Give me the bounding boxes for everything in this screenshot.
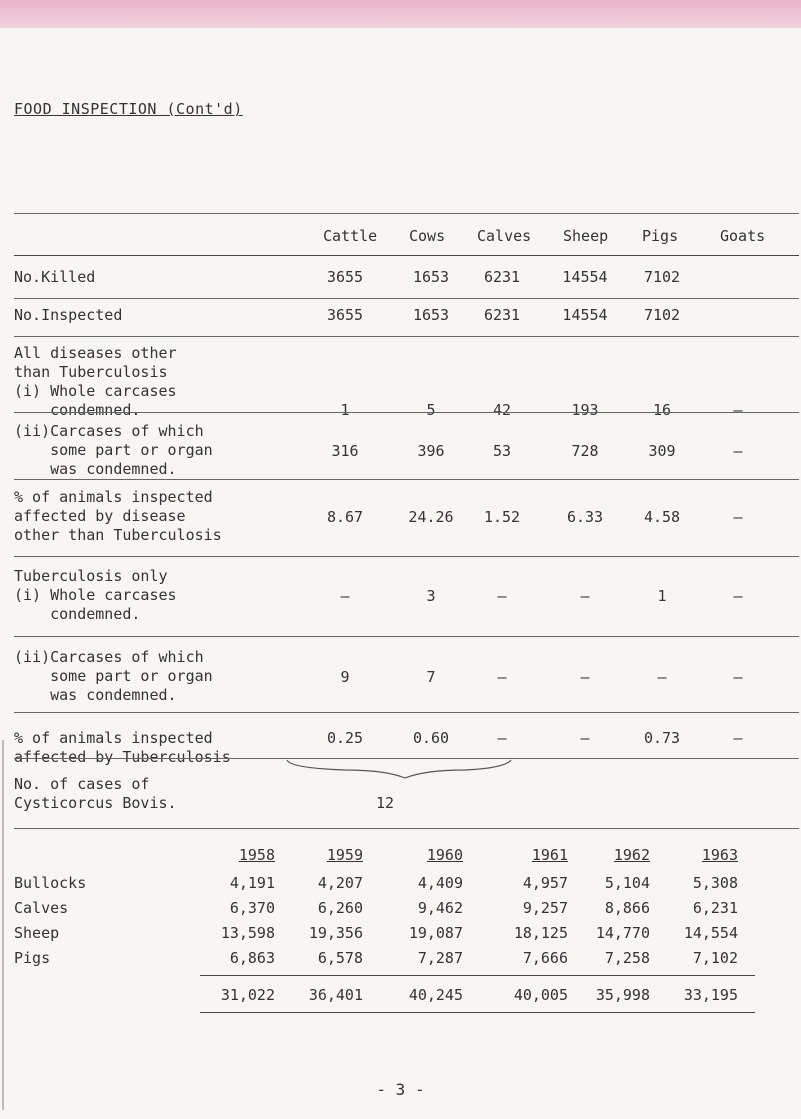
cell-2-3: 193	[571, 401, 599, 419]
year-header-1: 1959	[326, 846, 363, 864]
cell-3-1: 396	[417, 442, 445, 460]
cell-5-4: 1	[657, 587, 667, 605]
cell-4-2: 1.52	[483, 508, 521, 526]
cell-6-5: –	[733, 668, 743, 686]
cell-6-3: –	[580, 668, 590, 686]
col-pigs: Pigs	[642, 227, 679, 245]
year-header-4: 1962	[613, 846, 650, 864]
cell-7-4: 0.73	[643, 729, 681, 747]
cell-2-2: 42	[492, 401, 512, 419]
cell-6-1: 7	[426, 668, 436, 686]
cyst-bottom-rule	[14, 828, 799, 829]
yearly-cell-3-3: 7,666	[522, 949, 568, 967]
cell-4-3: 6.33	[566, 508, 604, 526]
yearly-cell-3-0: 6,863	[229, 949, 275, 967]
cell-0-2: 6231	[483, 268, 521, 286]
yearly-label-3: Pigs	[14, 949, 51, 967]
cell-6-2: –	[497, 668, 507, 686]
cell-5-1: 3	[426, 587, 436, 605]
total-cell-0: 31,022	[220, 986, 275, 1004]
cell-5-5: –	[733, 587, 743, 605]
cell-3-0: 316	[331, 442, 359, 460]
cell-1-3: 14554	[562, 306, 608, 324]
cyst-value: 12	[375, 794, 395, 812]
cell-6-0: 9	[340, 668, 350, 686]
cell-1-0: 3655	[326, 306, 364, 324]
cell-2-0: 1	[340, 401, 350, 419]
scan-left-edge	[2, 740, 4, 1110]
row-rule	[14, 636, 799, 637]
cell-7-3: –	[580, 729, 590, 747]
cell-5-3: –	[580, 587, 590, 605]
row-label-5: Tuberculosis only (i) Whole carcases condemned.	[14, 567, 177, 623]
cell-1-1: 1653	[412, 306, 450, 324]
col-sheep: Sheep	[563, 227, 609, 245]
yearly-cell-1-4: 8,866	[604, 899, 650, 917]
scan-top-edge	[0, 0, 801, 28]
cyst-label: No. of cases of Cysticorcus Bovis.	[14, 775, 177, 812]
yearly-cell-0-1: 4,207	[317, 874, 363, 892]
row-rule	[14, 412, 799, 413]
year-header-3: 1961	[531, 846, 568, 864]
cell-4-1: 24.26	[408, 508, 454, 526]
cell-2-4: 16	[652, 401, 672, 419]
row-label-7: % of animals inspected affected by Tuberculosis	[14, 729, 231, 766]
yearly-cell-1-0: 6,370	[229, 899, 275, 917]
yearly-cell-0-5: 5,308	[692, 874, 738, 892]
cell-4-0: 8.67	[326, 508, 364, 526]
year-header-2: 1960	[426, 846, 463, 864]
cell-4-5: –	[733, 508, 743, 526]
totals-bottom-rule	[200, 1012, 755, 1013]
page-title: FOOD INSPECTION (Cont'd)	[14, 100, 243, 118]
total-cell-1: 36,401	[308, 986, 363, 1004]
yearly-label-2: Sheep	[14, 924, 60, 942]
yearly-cell-2-3: 18,125	[513, 924, 568, 942]
row-rule	[14, 556, 799, 557]
cell-7-0: 0.25	[326, 729, 364, 747]
cell-5-2: –	[497, 587, 507, 605]
yearly-cell-2-5: 14,554	[683, 924, 738, 942]
cell-1-4: 7102	[643, 306, 681, 324]
col-cattle: Cattle	[323, 227, 378, 245]
cell-0-4: 7102	[643, 268, 681, 286]
cell-0-0: 3655	[326, 268, 364, 286]
yearly-cell-0-3: 4,957	[522, 874, 568, 892]
cell-2-1: 5	[426, 401, 436, 419]
row-rule	[14, 298, 799, 299]
cell-7-2: –	[497, 729, 507, 747]
yearly-label-1: Calves	[14, 899, 69, 917]
yearly-cell-2-2: 19,087	[408, 924, 463, 942]
row-label-2: All diseases other than Tuberculosis (i) Whole carcases condemned.	[14, 344, 177, 419]
row-label-3: (ii)Carcases of which some part or organ was condemned.	[14, 422, 213, 478]
cell-5-0: –	[340, 587, 350, 605]
total-cell-2: 40,245	[408, 986, 463, 1004]
page-number: - 3 -	[376, 1080, 425, 1099]
yearly-cell-3-4: 7,258	[604, 949, 650, 967]
row-label-6: (ii)Carcases of which some part or organ was condemned.	[14, 648, 213, 704]
total-cell-5: 33,195	[683, 986, 738, 1004]
row-label-4: % of animals inspected affected by disease other than Tuberculosis	[14, 488, 222, 544]
year-header-5: 1963	[701, 846, 738, 864]
cell-7-5: –	[733, 729, 743, 747]
row-rule	[14, 479, 799, 480]
col-cows: Cows	[409, 227, 446, 245]
col-calves: Calves	[477, 227, 532, 245]
cell-3-4: 309	[648, 442, 676, 460]
yearly-cell-1-2: 9,462	[417, 899, 463, 917]
yearly-label-0: Bullocks	[14, 874, 87, 892]
cell-1-2: 6231	[483, 306, 521, 324]
total-cell-3: 40,005	[513, 986, 568, 1004]
cell-7-1: 0.60	[412, 729, 450, 747]
yearly-cell-2-0: 13,598	[220, 924, 275, 942]
yearly-cell-0-2: 4,409	[417, 874, 463, 892]
total-cell-4: 35,998	[595, 986, 650, 1004]
yearly-cell-2-1: 19,356	[308, 924, 363, 942]
yearly-cell-2-4: 14,770	[595, 924, 650, 942]
row-label-0: No.Killed	[14, 268, 96, 286]
cell-0-3: 14554	[562, 268, 608, 286]
yearly-cell-1-3: 9,257	[522, 899, 568, 917]
brace-mark	[285, 758, 515, 780]
cell-3-3: 728	[571, 442, 599, 460]
cell-3-2: 53	[492, 442, 512, 460]
yearly-cell-3-5: 7,102	[692, 949, 738, 967]
row-rule	[14, 712, 799, 713]
yearly-cell-3-2: 7,287	[417, 949, 463, 967]
yearly-cell-1-5: 6,231	[692, 899, 738, 917]
year-header-0: 1958	[238, 846, 275, 864]
row-label-1: No.Inspected	[14, 306, 123, 324]
cell-3-5: –	[733, 442, 743, 460]
yearly-cell-1-1: 6,260	[317, 899, 363, 917]
totals-rule	[200, 975, 755, 976]
row-rule	[14, 336, 799, 337]
table-top-rule	[14, 213, 799, 214]
cell-2-5: –	[733, 401, 743, 419]
col-goats: Goats	[720, 227, 766, 245]
yearly-cell-3-1: 6,578	[317, 949, 363, 967]
cell-4-4: 4.58	[643, 508, 681, 526]
yearly-cell-0-0: 4,191	[229, 874, 275, 892]
header-rule	[14, 255, 799, 256]
cell-6-4: –	[657, 668, 667, 686]
yearly-cell-0-4: 5,104	[604, 874, 650, 892]
cell-0-1: 1653	[412, 268, 450, 286]
